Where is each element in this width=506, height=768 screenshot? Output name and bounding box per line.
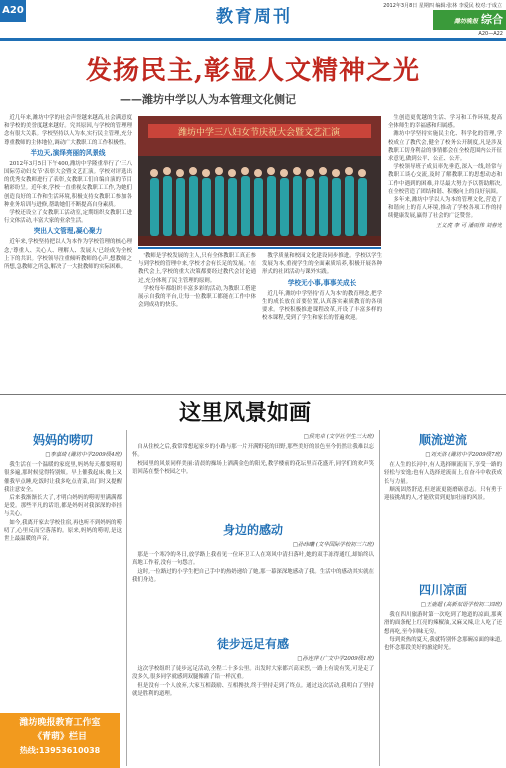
paragraph: '教师是学校发展的主人,只有全体教职工真正参与到学校的管理中来,学校才会有长足的发展。'在教代会上,学校的重大决策都要经过教代会讨论通过,充分体现了民主管理的原则。 bbox=[138, 253, 256, 284]
paragraph: 顺流固然舒适,但逆流更能磨砺意志。只有勇于迎接挑战的人,才能欣赏到更加壮丽的风景。 bbox=[384, 486, 502, 502]
paragraph: 后来我渐渐长大了,才明白妈妈的唠叨里满满都是爱。那些平凡的话语,都是妈妈对我深深的牵挂与关心。 bbox=[4, 495, 122, 518]
story-title-moved: 身边的感动 bbox=[222, 523, 283, 537]
column-rule bbox=[379, 430, 380, 766]
lead-subheading: 半边天,演绎亮丽的风景线 bbox=[30, 148, 106, 157]
story-mother bbox=[4, 450, 122, 710]
paragraph: 潍坊中学坚持实施民主化、科学化的管理,学校成立了教代会,健全了校务公开制度,凡是涉及教职工切身利益的事情都会在全校范围内公开征求意见,做到公平、公正、公开。 bbox=[388, 131, 502, 163]
photo-rule bbox=[138, 247, 381, 249]
paragraph: 自从住校之后,我常常想起家乡的小路与那一片开满野花的田野,那些美好的景色至今仍然让我难以忘怀。 bbox=[132, 444, 374, 459]
lead-subhead: ——潍坊中学以人为本管理文化侧记 bbox=[120, 93, 296, 106]
svg-text:潍坊中学三八妇女节庆祝大会暨文艺汇演: 潍坊中学三八妇女节庆祝大会暨文艺汇演 bbox=[177, 128, 341, 138]
paragraph: 每到炎热的夏天,我就特别怀念那碗凉面的味道,也怀念那段美好的旅途时光。 bbox=[384, 636, 502, 652]
lead-headline: 发扬民主,彰显人文精神之光 bbox=[85, 56, 421, 86]
paragraph: 但是没有一个人放弃,大家互相鼓励、互相搀扶,终于坚持走到了终点。通过这次活动,我明白了坚持就是胜利的道理。 bbox=[132, 682, 374, 697]
paragraph: 学校每年都组织丰富多彩的活动,为教职工搭建展示自我的平台,让每一位教职工都能在工作中体会到成功的快乐。 bbox=[138, 285, 256, 309]
story-noodles bbox=[384, 600, 502, 766]
story-byline: □王鹿超 (高新双语学校初二四班) bbox=[420, 602, 502, 608]
story-hike bbox=[132, 654, 374, 766]
paragraph: 2012年3月5日下午400,潍坊中学隆重举行了'三八国际劳动妇女节'表彰大会暨文艺汇演。学校对评选出的优秀女教师进行了表彰,女教职工们自编自演的节目精彩纷呈。近年来,学校一直重视女教职工工作,为她们创造良好的工作和生活环境,积极支持女教职工参加各种业务培训与进修,帮助她们不断提高自身素质。 bbox=[4, 160, 132, 208]
paragraph: 教学质量和校园文化建设同步推进。学校以学生发展为本,重视学生的全面素质培养,积极开展各种形式的社团活动与课外实践。 bbox=[262, 253, 382, 276]
paragraph: 学校领导班子成员率先垂范,深入一线,经常与教职工谈心交流,及时了解教职工的思想动态和工作中遇到的困难,并尽最大努力予以帮助解决,在全校营造了团结和谐、积极向上的良好氛围。 bbox=[388, 164, 502, 195]
paragraph: 校园里的风景同样美丽:清晨的操场上洒满金色的阳光,教学楼前的花坛里百花盛开,同学们的欢声笑语回荡在整个校园之中。 bbox=[132, 460, 374, 475]
paper-logo bbox=[433, 10, 506, 30]
masthead-rule bbox=[0, 38, 506, 41]
paragraph: 这次学校组织了徒步远足活动,全程二十多公里。出发时大家都兴高采烈,一路上有说有笑,可是走了没多久,很多同学就感到双腿像灌了铅一样沉重。 bbox=[132, 666, 374, 681]
story-title-noodles: 四川凉面 bbox=[418, 583, 467, 597]
paragraph: 我生活在一个温暖的家庭里,妈妈每天都要唠叨很多遍,那时候觉得特别烦。早上催我起床,晚上又催我早点睡,吃饭时让我多吃点青菜,出门时又提醒我注意安全。 bbox=[4, 462, 122, 493]
paragraph: 学校还设立了女教职工活动室,定期组织女教职工进行文体活动,丰富大家的业余生活。 bbox=[4, 210, 132, 225]
paragraph: 我在四川旅游时第一次吃到了地道的凉面,那爽滑的面条配上红亮的辣椒油,又麻又辣,让人吃了还想再吃,至今回味无穷。 bbox=[384, 612, 502, 635]
paragraph: 在人生的长河中,有人选择顺流而下,享受一路的轻松与安逸;也有人选择逆流而上,在奋斗中收获成长与力量。 bbox=[384, 462, 502, 485]
story-currents bbox=[384, 450, 502, 578]
dateline: 2012年3月8日 星期四 编辑:张林 李爱民 校对:于成立 bbox=[383, 3, 502, 9]
paragraph: 这时,一位路过的小学生把自己手中的热奶递给了她,那一幕深深地感动了我。生活中的感动其实就在我们身边。 bbox=[132, 568, 374, 583]
editors-line: A20—A22 bbox=[478, 31, 503, 37]
column-rule bbox=[126, 430, 127, 766]
lead-byline: 王义虎 李 可 潘雨伟 刘春光 bbox=[435, 222, 502, 229]
lead-column-2 bbox=[138, 252, 256, 390]
edition-label: 综合 bbox=[481, 13, 503, 26]
event-photo-image bbox=[138, 116, 381, 246]
story-byline: □孙玮曦 (文华国际学校初三六班) bbox=[292, 542, 374, 548]
lead-column-1 bbox=[4, 114, 132, 390]
paragraph: 近年来,学校坚持把以人为本作为学校管理的核心理念,'尊重人、关心人、理解人、发展人'已经成为全校上下的共识。学校领导注重倾听教师的心声,想教师之所想,急教师之所急,解决了一大批教师的实际困难。 bbox=[4, 239, 132, 271]
paragraph: 生创造更优越的生活、学习和工作环境,提高全体师生的幸福感和归属感。 bbox=[388, 115, 502, 130]
page-number-badge: A20 bbox=[0, 0, 26, 22]
story-scenery bbox=[132, 432, 374, 518]
contact-ad-box bbox=[0, 713, 120, 768]
story-title-mother: 妈妈的唠叨 bbox=[32, 433, 93, 447]
paragraph: 多年来,潍坊中学以人为本的管理文化,营造了和谐向上的育人环境,推动了学校各项工作的持续健康发展,赢得了社会的广泛赞誉。 bbox=[388, 197, 502, 220]
event-photo bbox=[138, 116, 381, 246]
lead-subheading: 学校无小事,事事关成长 bbox=[287, 278, 357, 287]
paragraph: 如今,我离开家去学校住宿,再也听不到妈妈的唠叨了,心里反而空落落的。原来,妈妈的唠叨,是这世上最温暖的声音。 bbox=[4, 519, 122, 543]
ad-hotline: 热线:13953610038 bbox=[19, 746, 101, 755]
story-title-currents: 顺流逆流 bbox=[418, 433, 467, 447]
story-byline: □刘天洛 (潍坊中学2009级7班) bbox=[425, 452, 502, 458]
ad-line-2: 《青萌》栏目 bbox=[32, 732, 87, 742]
story-title-hike: 徒步远足有感 bbox=[216, 637, 289, 651]
story-byline: □孙连萍 (广文中学2009级1班) bbox=[297, 656, 374, 662]
ad-line-1: 潍坊晚报教育工作室 bbox=[19, 718, 101, 728]
story-byline: □侯宪卓 (文学社学生三大班) bbox=[303, 434, 374, 440]
lead-column-4 bbox=[388, 114, 502, 390]
paragraph: 那是一个寒冷的冬日,放学路上我看见一位环卫工人在寒风中清扫落叶,她的双手冻得通红,却始终认真地工作着,没有一句怨言。 bbox=[132, 552, 374, 567]
section-divider bbox=[0, 394, 506, 395]
literary-section-title: 这里风景如画 bbox=[178, 400, 311, 426]
paper-name: 潍坊晚报 bbox=[453, 18, 478, 25]
section-title: 教育周刊 bbox=[216, 7, 292, 27]
story-byline: □李嘉琦 (潍坊中学2009级4班) bbox=[45, 452, 122, 458]
story-moved bbox=[132, 540, 374, 632]
paragraph: 近几年,潍坊中学坚持'育人为本'的教育理念,把学生的成长放在首要位置,认真落实素质教育的各项要求。学校积极推进课程改革,开设了丰富多样的校本课程,受到了学生和家长的普遍欢迎。 bbox=[262, 290, 382, 322]
lead-subheading: 突出人文管理,凝心聚力 bbox=[33, 227, 103, 236]
paragraph: 近几年来,潍坊中学的社会声誉越来越高,社会满意度和学校的美誉度越来越好。究其原因,与学校的管理理念有很大关系。学校坚持以人为本,实行民主管理,充分尊重教师的主体地位,调动广大教职工的工作积极性。 bbox=[4, 115, 132, 146]
lead-column-3 bbox=[262, 252, 382, 390]
